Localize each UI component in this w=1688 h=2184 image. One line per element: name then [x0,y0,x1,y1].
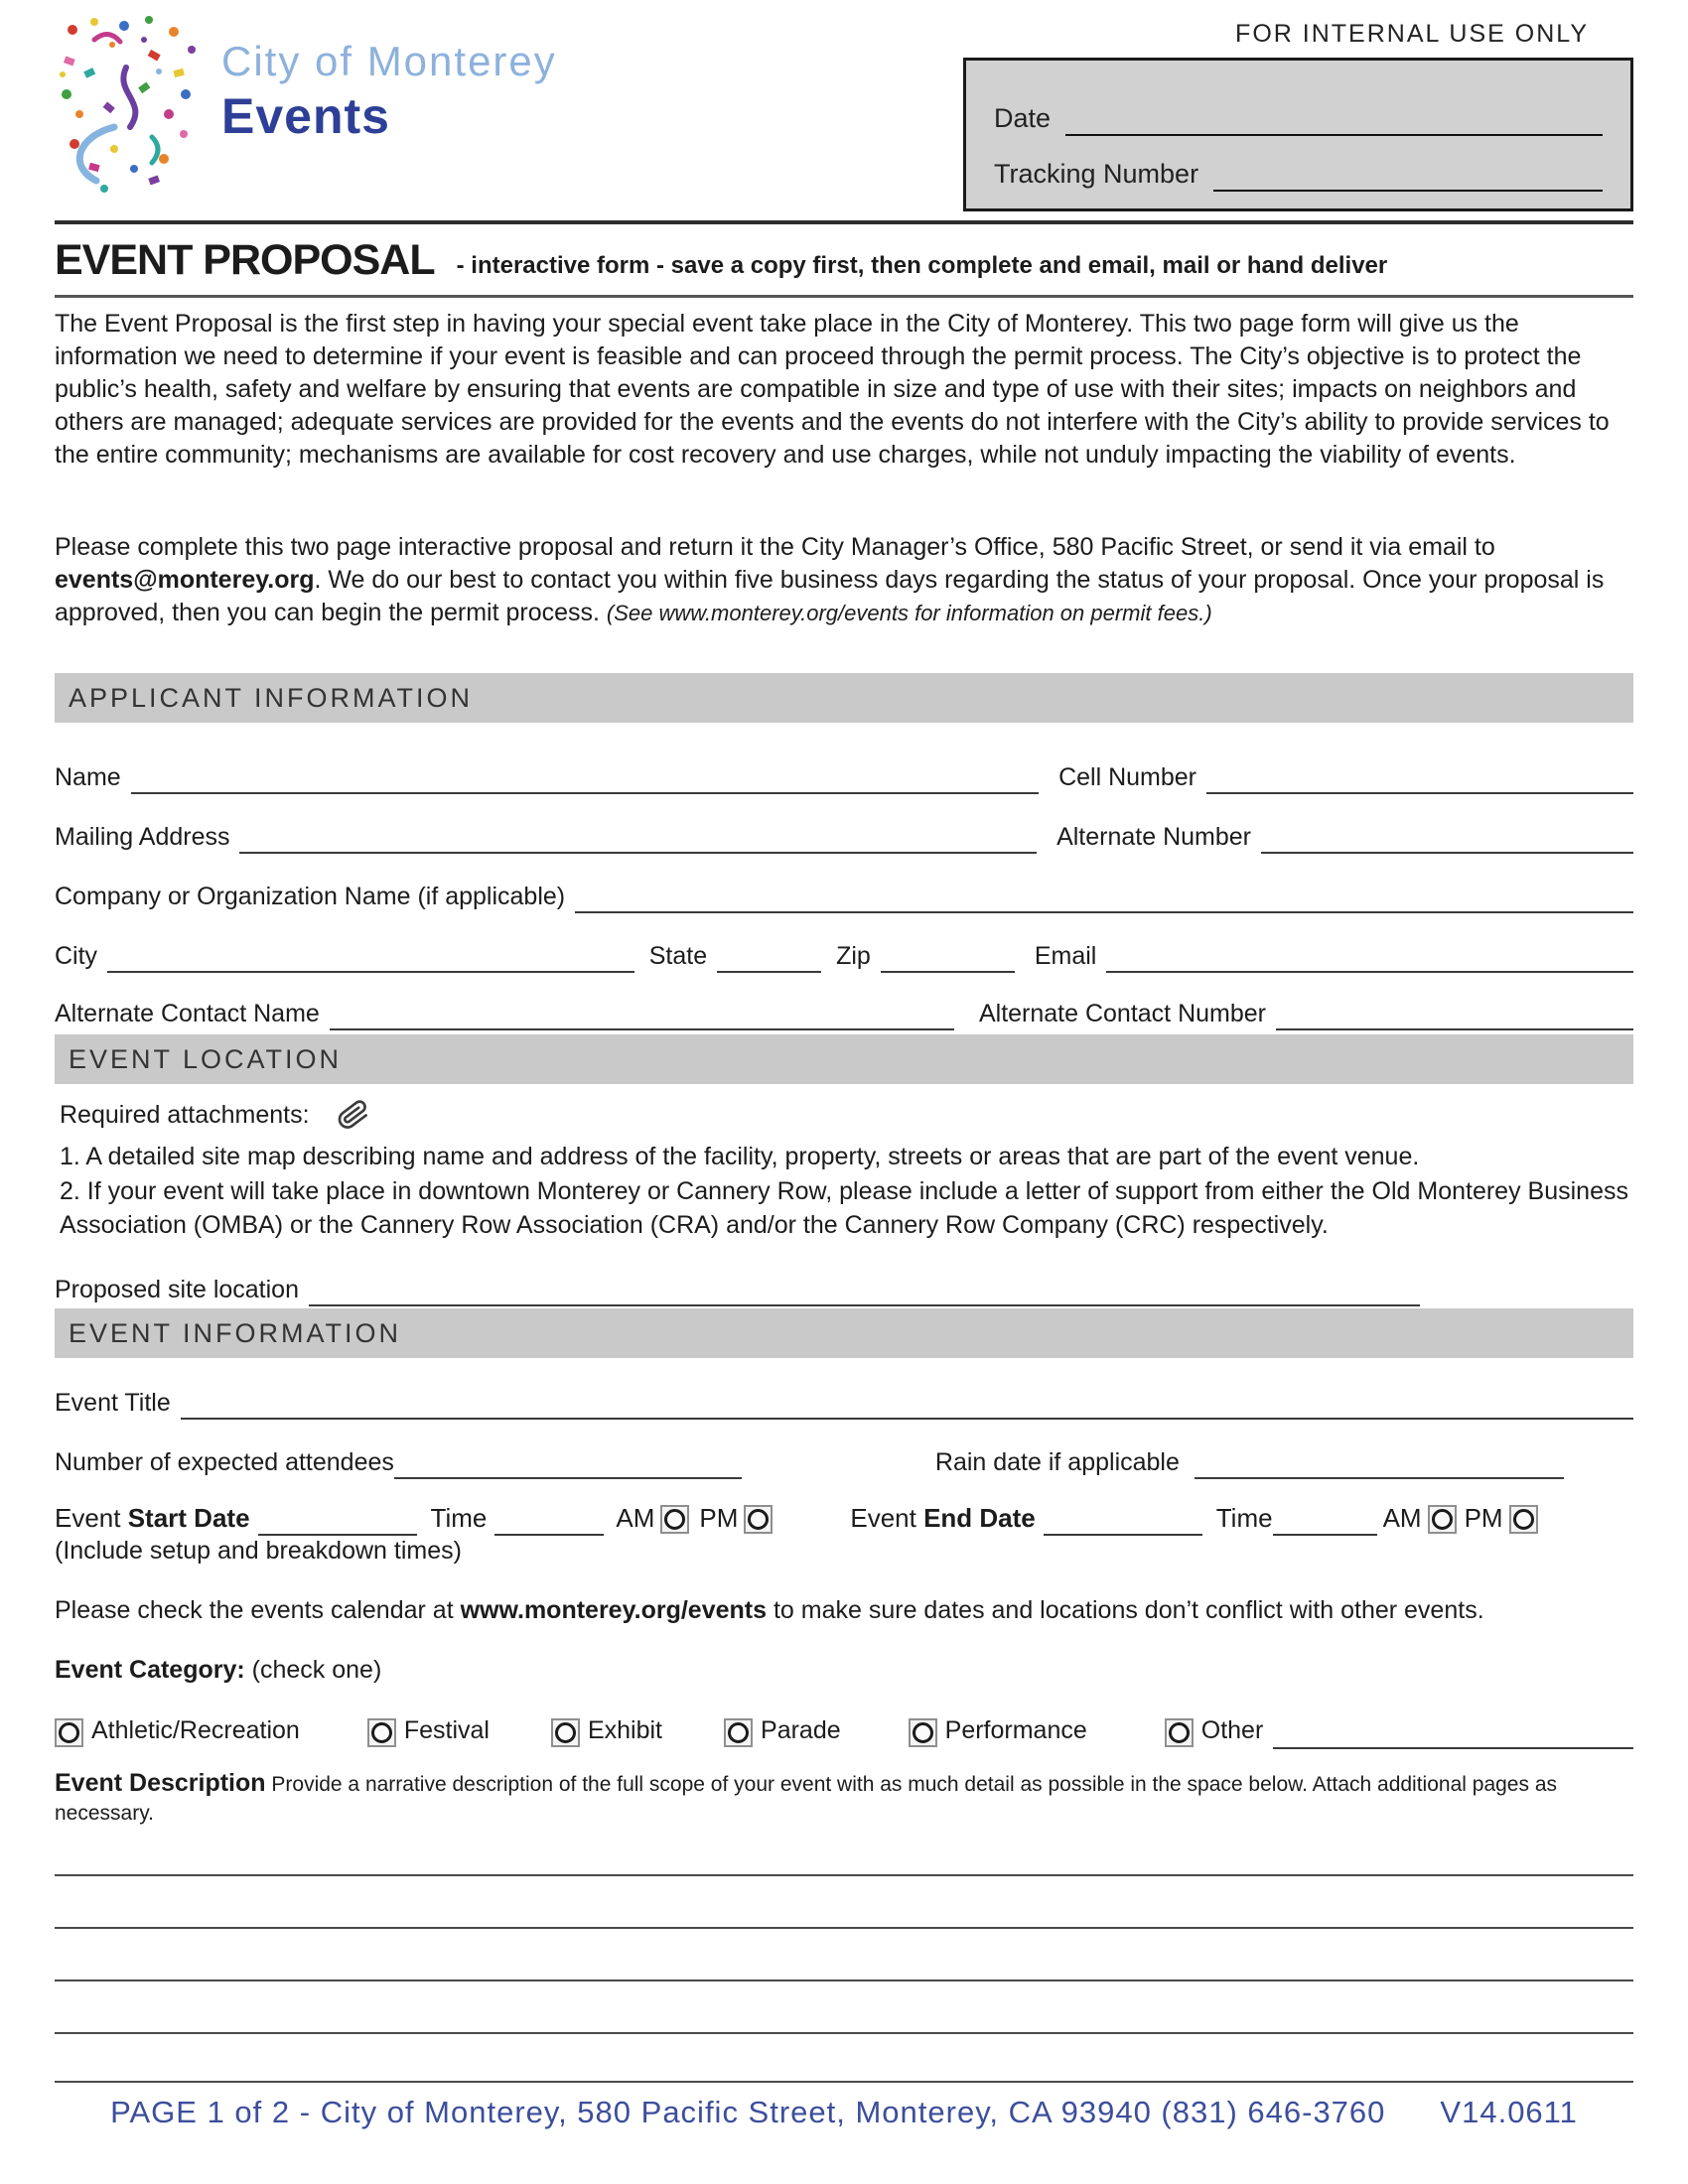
cell-number-field[interactable] [1206,764,1633,794]
internal-use-label: FOR INTERNAL USE ONLY [1235,20,1589,48]
calendar-url: www.monterey.org/events [460,1596,768,1624]
applicant-information-header: APPLICANT INFORMATION [55,673,1633,723]
start-am-radio[interactable] [660,1505,689,1534]
email-address: events@monterey.org [55,566,315,594]
start-time-label: Time [430,1503,488,1533]
mailing-address-label: Mailing Address [55,823,230,851]
alternate-contact-name-label: Alternate Contact Name [55,1000,320,1027]
alternate-contact-number-label: Alternate Contact Number [978,1000,1266,1027]
instructions-text-2: . We do our best to contact you within five business days regarding the status of your proposal. Once your proposal is approved, then you can begin the permit process. [55,566,1605,626]
alternate-contact-number-field[interactable] [1276,1001,1633,1030]
athletic-radio[interactable] [55,1718,83,1747]
description-line[interactable] [55,1927,1633,1929]
mailing-address-field[interactable] [239,824,1037,854]
name-label: Name [55,763,121,791]
page-subtitle: - interactive form - save a copy first, then complete and email, mail or hand deliver [456,252,1388,279]
end-pm-label: PM [1464,1503,1503,1533]
email-label: Email [1034,942,1097,970]
start-pm-label: PM [699,1503,739,1533]
alternate-number-field[interactable] [1261,824,1633,854]
company-label: Company or Organization Name (if applicable) [55,883,566,910]
category-exhibit: Exhibit [551,1716,662,1749]
date-field[interactable] [1065,106,1603,136]
category-parade: Parade [724,1716,841,1749]
description-line[interactable] [55,2081,1633,2083]
name-field[interactable] [131,764,1039,794]
end-time-label: Time [1215,1503,1273,1533]
permit-fees-note: (See www.monterey.org/events for information on permit fees.) [606,601,1212,625]
page-title: EVENT PROPOSAL [55,236,435,284]
attachment-item-1: 1. A detailed site map describing name and address of the facility, property, streets or areas that are part of the event venue. [60,1143,1420,1170]
start-date-field[interactable] [258,1504,417,1536]
intro-paragraph: The Event Proposal is the first step in having your special event take place in the City of Monterey. This two page form will give us the information we need to determine if your event is feasible and can proceed through the permit process. The City’s objective is to protect the public’s health, safety and welfare by ensuring that events are compatible in size and type of use with their sites; impacts on neighbors and others are managed; adequate services are provided for the events and the events do not interfere with the City’s ability to provide services to the entire community; mechanisms are available for cost recovery and use charges, while not unduly impacting the viability of events. [55,310,1610,469]
tracking-number-field[interactable] [1213,162,1603,192]
instructions-text: Please complete this two page interactive proposal and return it the City Manager’s Office, 580 Pacific Street, or send it via email to [55,533,1495,561]
event-title-field[interactable] [181,1390,1633,1420]
end-date-field[interactable] [1044,1504,1202,1536]
start-pm-radio[interactable] [744,1505,773,1534]
internal-use-box [963,58,1633,211]
festival-radio[interactable] [367,1718,396,1747]
date-label: Date [994,103,1052,133]
start-time-field[interactable] [494,1504,604,1536]
tracking-number-label: Tracking Number [994,159,1199,189]
alternate-number-label: Alternate Number [1056,823,1251,851]
logo-events-text: Events [221,88,390,144]
category-athletic: Athletic/Recreation [55,1716,300,1749]
city-label: City [55,942,98,970]
event-end-date-label: Event End Date [850,1503,1036,1533]
company-field[interactable] [575,884,1633,913]
header-divider [55,220,1633,224]
confetti-logo-graphic [55,10,204,199]
event-location-header: EVENT LOCATION [55,1034,1633,1084]
event-start-date-label: Event Start Date [55,1503,250,1533]
event-description-label: Event Description Provide a narrative description of the full scope of your event with as much detail as possible in the space below. Attach additional pages as necessary. [55,1769,1557,1825]
event-title-label: Event Title [55,1389,171,1417]
rain-date-label: Rain date if applicable [934,1448,1180,1476]
description-line[interactable] [55,2032,1633,2034]
end-am-label: AM [1382,1503,1422,1533]
state-label: State [648,942,708,970]
title-divider [55,295,1633,298]
logo-city-text: City of Monterey [221,38,557,84]
category-other: Other [1165,1716,1633,1749]
exhibit-radio[interactable] [551,1718,580,1747]
description-line[interactable] [55,1979,1633,1981]
paperclip-icon [335,1095,371,1135]
email-field[interactable] [1106,943,1633,973]
rain-date-field[interactable] [1195,1449,1564,1479]
attachment-item-2: 2. If your event will take place in downtown Monterey or Cannery Row, please include a letter of support from either the Old Monterey Business Association (OMBA) or the Cannery Row Association (CRA) and/or the Cannery Row Company (CRC) respectively. [60,1177,1628,1239]
start-am-label: AM [616,1503,655,1533]
footer-address-text: PAGE 1 of 2 - City of Monterey, 580 Pacific Street, Monterey, CA 93940 (831) 646-3760 [110,2095,1386,2129]
event-category-label: Event Category: (check one) [55,1656,382,1684]
end-am-radio[interactable] [1428,1505,1457,1534]
other-category-field[interactable] [1273,1719,1633,1749]
zip-label: Zip [836,942,871,970]
calendar-note: Please check the events calendar at www.monterey.org/events to make sure dates and locations don’t conflict with other events. [55,1596,1484,1624]
alternate-contact-name-field[interactable] [330,1001,954,1030]
logo [55,10,557,199]
proposed-site-label: Proposed site location [55,1276,299,1303]
attendees-field[interactable] [394,1449,742,1479]
zip-field[interactable] [881,943,1015,973]
page-footer [55,2095,1633,2130]
parade-radio[interactable] [724,1718,753,1747]
category-performance: Performance [909,1716,1087,1749]
state-field[interactable] [717,943,821,973]
category-festival: Festival [367,1716,490,1749]
include-setup-note: (Include setup and breakdown times) [55,1537,462,1565]
performance-radio[interactable] [909,1718,937,1747]
city-field[interactable] [107,943,634,973]
footer-version: V14.0611 [1440,2095,1578,2129]
event-information-header: EVENT INFORMATION [55,1308,1633,1358]
instructions-paragraph [55,531,1638,629]
proposed-site-field[interactable] [309,1277,1420,1306]
end-time-field[interactable] [1273,1504,1377,1536]
other-radio[interactable] [1165,1718,1194,1747]
end-pm-radio[interactable] [1509,1505,1538,1534]
attendees-label: Number of expected attendees [55,1448,394,1476]
cell-number-label: Cell Number [1058,763,1196,791]
description-line[interactable] [55,1874,1633,1876]
required-attachments-label: Required attachments: [60,1100,310,1129]
